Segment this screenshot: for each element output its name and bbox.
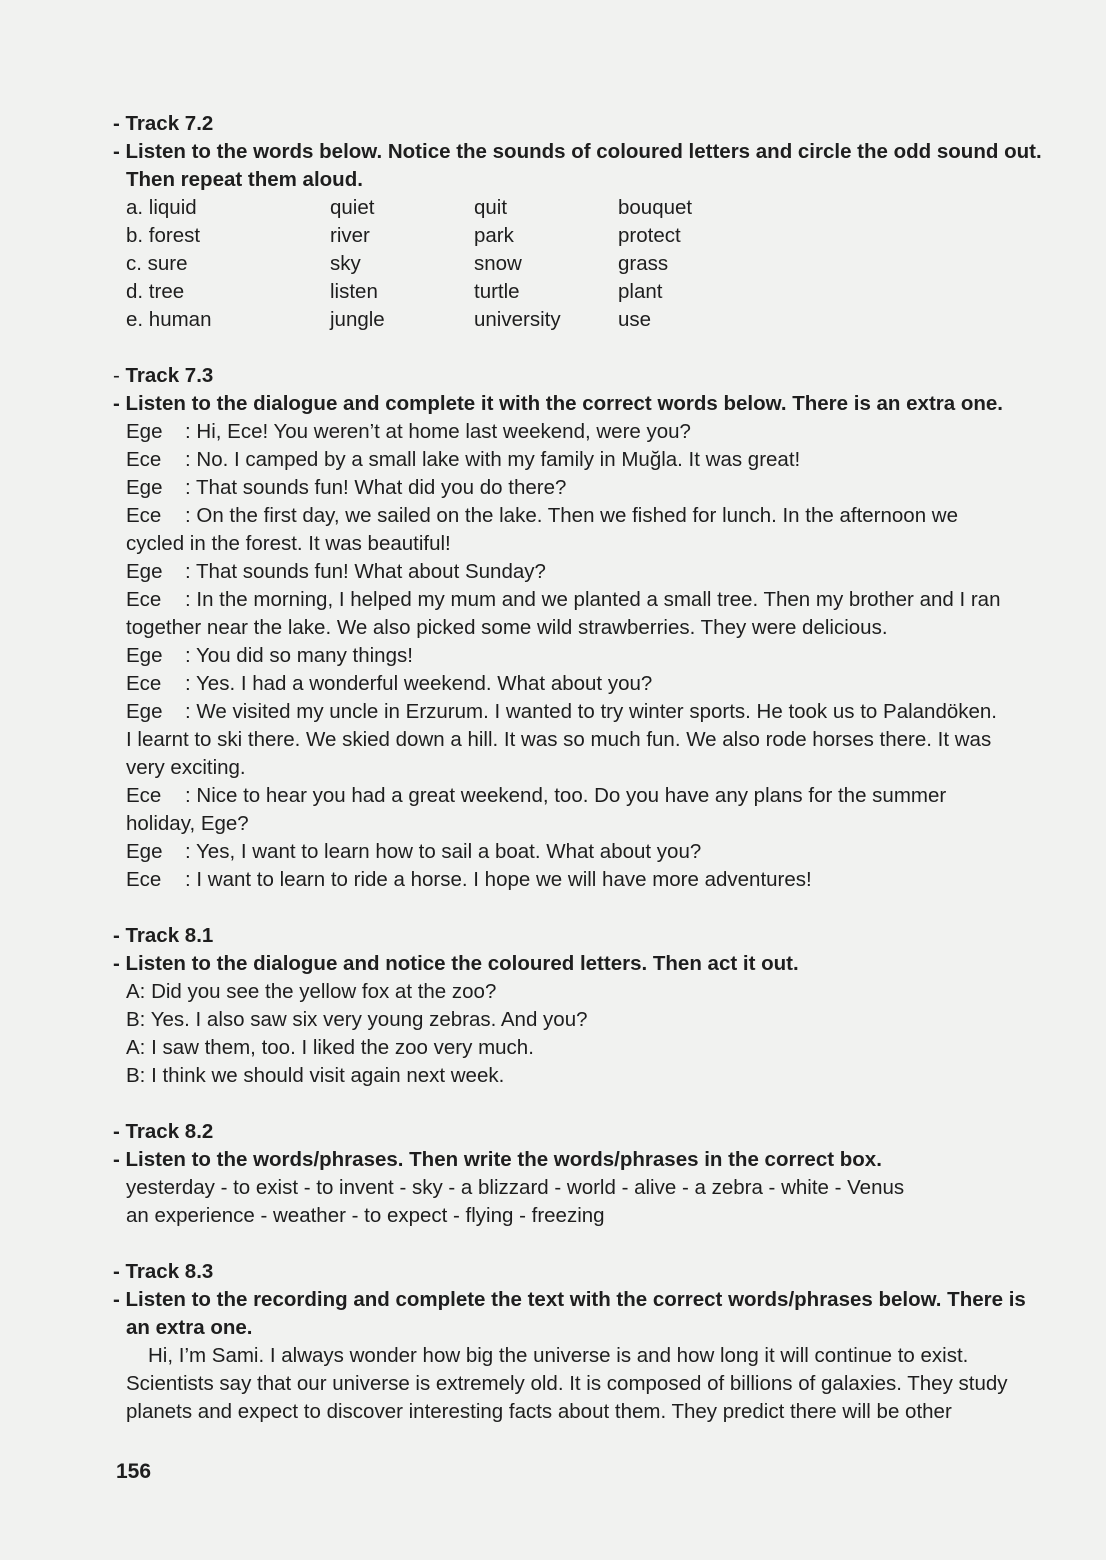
speaker: Ece <box>126 588 162 611</box>
instruction: - Listen to the dialogue and notice the coloured letters. Then act it out. <box>113 952 799 975</box>
paragraph-line: Hi, I’m Sami. I always wonder how big the universe is and how long it will continue to exist. <box>148 1344 969 1367</box>
speaker: Ege <box>126 476 163 499</box>
dialogue-continuation: holiday, Ege? <box>126 812 249 835</box>
speech: : Nice to hear you had a great weekend, too. Do you have any plans for the summer <box>185 784 947 807</box>
word-cell: park <box>474 224 514 247</box>
paragraph-line: planets and expect to discover interesting facts about them. They predict there will be other <box>126 1400 952 1423</box>
speaker: Ece <box>126 868 162 891</box>
dialogue-line: A: Did you see the yellow fox at the zoo? <box>126 980 497 1003</box>
track-heading: - Track 8.3 <box>113 1260 214 1283</box>
speaker: Ege <box>126 560 163 583</box>
instruction: - Listen to the words below. Notice the sounds of coloured letters and circle the odd sound out. <box>113 140 1042 163</box>
speaker: Ege <box>126 644 163 667</box>
word-cell: e. human <box>126 308 212 331</box>
speech: : On the first day, we sailed on the lake. Then we fished for lunch. In the afternoon we <box>185 504 958 527</box>
speaker: Ece <box>126 784 162 807</box>
track-heading: - Track 7.2 <box>113 112 214 135</box>
word-cell: quiet <box>330 196 375 219</box>
speech: : That sounds fun! What about Sunday? <box>185 560 546 583</box>
speech: : Hi, Ece! You weren’t at home last weekend, were you? <box>185 420 691 443</box>
track-heading: - Track 8.1 <box>113 924 214 947</box>
word-cell: snow <box>474 252 522 275</box>
word-cell: use <box>618 308 652 331</box>
speaker: Ege <box>126 700 163 723</box>
instruction: - Listen to the words/phrases. Then write the words/phrases in the correct box. <box>113 1148 882 1171</box>
dialogue-line: A: I saw them, too. I liked the zoo very much. <box>126 1036 534 1059</box>
speech: : In the morning, I helped my mum and we planted a small tree. Then my brother and I ran <box>185 588 1001 611</box>
track-label: Track 7.3 <box>125 364 214 387</box>
speech: : That sounds fun! What did you do there? <box>185 476 567 499</box>
word-cell: sky <box>330 252 361 275</box>
speaker: Ege <box>126 840 163 863</box>
instruction-continuation: Then repeat them aloud. <box>126 168 363 191</box>
word-cell: turtle <box>474 280 520 303</box>
dialogue-continuation: I learnt to ski there. We skied down a hill. It was so much fun. We also rode horses there. It was <box>126 728 992 751</box>
track-heading <box>113 362 213 390</box>
track-heading: - Track 8.2 <box>113 1120 214 1143</box>
word-cell: river <box>330 224 370 247</box>
dialogue-line: B: I think we should visit again next week. <box>126 1064 505 1087</box>
word-cell: listen <box>330 280 378 303</box>
word-cell: protect <box>618 224 681 247</box>
instruction: - Listen to the dialogue and complete it with the correct words below. There is an extra one. <box>113 392 1003 415</box>
word-list: yesterday - to exist - to invent - sky - a blizzard - world - alive - a zebra - white - Venus <box>126 1176 905 1199</box>
dialogue-continuation: cycled in the forest. It was beautiful! <box>126 532 451 555</box>
word-cell: grass <box>618 252 669 275</box>
speaker: Ege <box>126 420 163 443</box>
speech: : Yes. I had a wonderful weekend. What about you? <box>185 672 653 695</box>
word-cell: a. liquid <box>126 196 197 219</box>
dialogue-line: B: Yes. I also saw six very young zebras. And you? <box>126 1008 588 1031</box>
instruction: - Listen to the recording and complete the text with the correct words/phrases below. There is <box>113 1288 1026 1311</box>
speaker: Ece <box>126 672 162 695</box>
speech: : You did so many things! <box>185 644 413 667</box>
word-cell: b. forest <box>126 224 201 247</box>
speech: : No. I camped by a small lake with my family in Muğla. It was great! <box>185 448 801 471</box>
dash: - <box>113 364 126 387</box>
word-cell: university <box>474 308 561 331</box>
speech: : We visited my uncle in Erzurum. I wanted to try winter sports. He took us to Palandöken. <box>185 700 998 723</box>
word-cell: d. tree <box>126 280 185 303</box>
word-list: an experience - weather - to expect - flying - freezing <box>126 1204 605 1227</box>
paragraph-line: Scientists say that our universe is extremely old. It is composed of billions of galaxies. They study <box>126 1372 1008 1395</box>
word-cell: jungle <box>330 308 385 331</box>
instruction-continuation: an extra one. <box>126 1316 253 1339</box>
dialogue-continuation: very exciting. <box>126 756 246 779</box>
speaker: Ece <box>126 448 162 471</box>
word-cell: plant <box>618 280 663 303</box>
word-cell: quit <box>474 196 508 219</box>
speech: : Yes, I want to learn how to sail a boat. What about you? <box>185 840 702 863</box>
speech: : I want to learn to ride a horse. I hope we will have more adventures! <box>185 868 812 891</box>
dialogue-continuation: together near the lake. We also picked some wild strawberries. They were delicious. <box>126 616 888 639</box>
page-number: 156 <box>116 1460 152 1483</box>
word-cell: c. sure <box>126 252 188 275</box>
speaker: Ece <box>126 504 162 527</box>
word-cell: bouquet <box>618 196 693 219</box>
